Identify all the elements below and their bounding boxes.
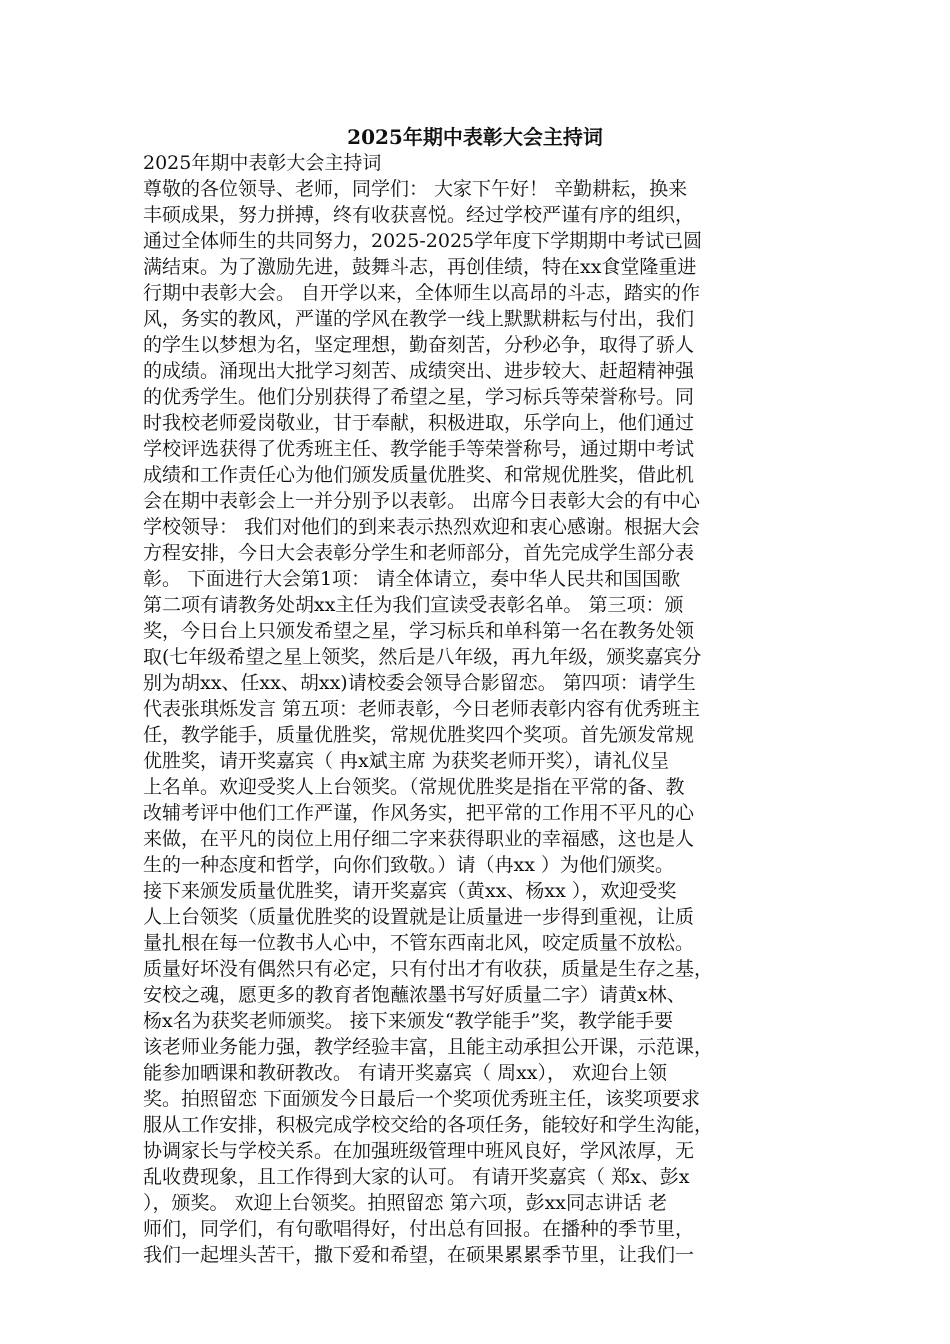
document-title: 2025年期中表彰大会主持词 — [347, 125, 603, 149]
body-text-line: 满结束。为了激励先进，鼓舞斗志，再创佳绩，特在xx食堂隆重进 — [143, 256, 697, 278]
body-text-line: 行期中表彰大会。 自开学以来，全体师生以高昂的斗志，踏实的作 — [143, 282, 701, 304]
document-body — [143, 150, 807, 1268]
body-text-line: 能参加晒课和教研教改。 有请开奖嘉宾（ 周xx）， 欢迎台上领 — [143, 1062, 668, 1084]
body-text-line: 学校评选获得了优秀班主任、教学能手等荣誉称号，通过期中考试 — [143, 438, 695, 460]
body-text-line: 乱收费现象，且工作得到大家的认可。 有请开奖嘉宾（ 郑x、彭x — [143, 1166, 690, 1188]
body-text-line: 彰。 下面进行大会第1项： 请全体请立，奏中华人民共和国国歌 — [143, 568, 681, 590]
body-text-line: 学校领导： 我们对他们的到来表示热烈欢迎和衷心感谢。根据大会 — [143, 516, 701, 538]
body-text-line: 的优秀学生。他们分别获得了希望之星，学习标兵等荣誉称号。同 — [143, 386, 695, 408]
body-text-line: 人上台领奖（质量优胜奖的设置就是让质量进一步得到重视，让质 — [143, 906, 695, 928]
body-text-line: 上名单。欢迎受奖人上台领奖。（常规优胜奖是指在平常的备、教 — [143, 776, 685, 798]
body-text-line: 量扎根在每一位教书人心中，不管东西南北风，咬定质量不放松。 — [143, 932, 695, 954]
body-text-line: 代表张琪烁发言 第五项：老师表彰，今日老师表彰内容有优秀班主 — [143, 698, 701, 720]
body-text-line: 优胜奖，请开奖嘉宾（ 冉x斌主席 为获奖老师开奖），请礼仪呈 — [143, 750, 670, 772]
body-text-line: 成绩和工作责任心为他们颁发质量优胜奖、和常规优胜奖，借此机 — [143, 464, 695, 486]
body-text-line: 会在期中表彰会上一并分别予以表彰。 出席今日表彰大会的有中心 — [143, 490, 701, 512]
body-text-line: 改辅考评中他们工作严谨，作风务实，把平常的工作用不平凡的心 — [143, 802, 695, 824]
body-text-line: 第二项有请教务处胡xx主任为我们宣读受表彰名单。 第三项：颁 — [143, 594, 684, 616]
body-text-line: 丰硕成果，努力拼搏，终有收获喜悦。经过学校严谨有序的组织， — [143, 204, 695, 226]
body-text-line: 生的一种态度和哲学，向你们致敬。）请（冉xx ）为他们颁奖。 — [143, 854, 674, 876]
body-text-line: 杨x名为获奖老师颁奖。 接下来颁发“教学能手”奖，教学能手要 — [143, 1010, 674, 1032]
body-text-line: 协调家长与学校关系。在加强班级管理中班风良好，学风浓厚，无 — [143, 1140, 695, 1162]
body-text-line: 方程安排，今日大会表彰分学生和老师部分，首先完成学生部分表 — [143, 542, 695, 564]
body-text-line: 时我校老师爱岗敬业，甘于奉献，积极进取，乐学向上，他们通过 — [143, 412, 695, 434]
body-text-line: 的学生以梦想为名，坚定理想，勤奋刻苦，分秒必争，取得了骄人 — [143, 334, 695, 356]
body-text-line: 取(七年级希望之星上领奖，然后是八年级，再九年级，颁奖嘉宾分 — [143, 646, 702, 668]
body-text-line: 我们一起埋头苦干，撒下爱和希望，在硕果累累季节里，让我们一 — [143, 1244, 695, 1266]
body-text-line: 质量好坏没有偶然只有必定，只有付出才有收获，质量是生存之基， — [143, 958, 714, 980]
body-text-line: 服从工作安排，积极完成学校交给的各项任务，能较好和学生沟能， — [143, 1114, 714, 1136]
body-text-line: 2025年期中表彰大会主持词 — [143, 152, 382, 174]
body-text-line: 任，教学能手，质量优胜奖，常规优胜奖四个奖项。首先颁发常规 — [143, 724, 695, 746]
body-text-line: 安校之魂，愿更多的教育者饱蘸浓墨书写好质量二字）请黄x林、 — [143, 984, 686, 1006]
body-text-line: 风，务实的教风，严谨的学风在教学一线上默默耕耘与付出，我们 — [143, 308, 695, 330]
body-text-line: 尊敬的各位领导、老师，同学们： 大家下午好！ 辛勤耕耘，换来 — [143, 178, 688, 200]
body-text-line: 该老师业务能力强，教学经验丰富，且能主动承担公开课，示范课， — [143, 1036, 714, 1058]
body-text-line: 别为胡xx、任xx、胡xx)请校委会领导合影留恋。 第四项：请学生 — [143, 672, 696, 694]
body-text-line: 接下来颁发质量优胜奖，请开奖嘉宾（黄xx、杨xx ），欢迎受奖 — [143, 880, 677, 902]
body-text-line: 奖。拍照留恋 下面颁发今日最后一个奖项优秀班主任，该奖项要求 — [143, 1088, 701, 1110]
body-text-line: 的成绩。涌现出大批学习刻苦、成绩突出、进步较大、赶超精神强 — [143, 360, 695, 382]
body-text-line: 师们，同学们，有句歌唱得好，付出总有回报。在播种的季节里， — [143, 1218, 695, 1240]
body-text-line: 奖，今日台上只颁发希望之星，学习标兵和单科第一名在教务处领 — [143, 620, 695, 642]
body-text-line: 通过全体师生的共同努力，2025-2025学年度下学期期中考试已圆 — [143, 230, 703, 252]
body-text-line: ），颁奖。 欢迎上台领奖。拍照留恋 第六项，彭xx同志讲话 老 — [143, 1192, 668, 1214]
body-text-line: 来做，在平凡的岗位上用仔细二字来获得职业的幸福感，这也是人 — [143, 828, 695, 850]
